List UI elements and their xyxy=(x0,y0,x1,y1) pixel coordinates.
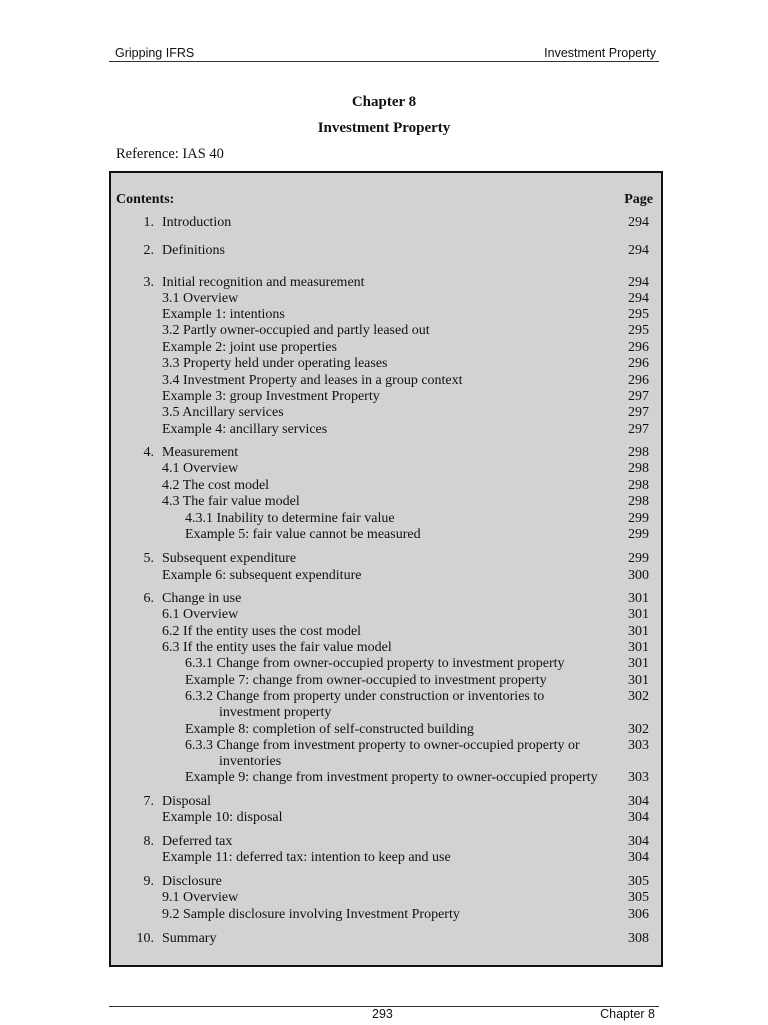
toc-section-number: 4. xyxy=(143,445,154,460)
toc-entry-title: Example 5: fair value cannot be measured xyxy=(185,527,421,542)
toc-entry-title: 4.1 Overview xyxy=(162,461,239,476)
toc-page-number: 296 xyxy=(628,356,649,371)
toc-page-number: 297 xyxy=(628,405,649,420)
toc-page-number: 296 xyxy=(628,340,649,355)
toc-page-number: 295 xyxy=(628,307,649,322)
toc-page-number: 299 xyxy=(628,527,649,542)
toc-entry-title: Example 11: deferred tax: intention to keep and use xyxy=(162,850,451,865)
toc-section-number: 1. xyxy=(143,215,154,230)
reference-line: Reference: IAS 40 xyxy=(116,146,224,162)
toc-page-number: 303 xyxy=(628,738,649,753)
toc-page-number: 294 xyxy=(628,291,649,306)
toc-section-number: 9. xyxy=(143,874,154,889)
toc-page-number: 304 xyxy=(628,810,649,825)
toc-entry-title: Example 6: subsequent expenditure xyxy=(162,568,362,583)
toc-page-number: 297 xyxy=(628,389,649,404)
toc-entry-title: Example 7: change from owner-occupied to investment property xyxy=(185,673,547,688)
toc-section-number: 10. xyxy=(136,931,154,946)
toc-entry-title: 4.3.1 Inability to determine fair value xyxy=(185,511,395,526)
toc-entry-title: Example 9: change from investment property to owner-occupied property xyxy=(185,770,598,785)
toc-page-number: 299 xyxy=(628,551,649,566)
toc-entry-title: 3.2 Partly owner-occupied and partly leased out xyxy=(162,323,430,338)
toc-page-number: 298 xyxy=(628,461,649,476)
chapter-number: Chapter 8 xyxy=(351,94,417,110)
running-footer xyxy=(109,1006,659,1025)
running-header xyxy=(109,45,659,62)
toc-entry-title: 6.3 If the entity uses the fair value model xyxy=(162,640,392,655)
toc-entry-title: investment property xyxy=(219,705,332,720)
toc-page-number: 305 xyxy=(628,890,649,905)
toc-page-number: 300 xyxy=(628,568,649,583)
toc-entry-title: Summary xyxy=(162,931,217,946)
footer-chapter: Chapter 8 xyxy=(600,1007,655,1021)
toc-entry-title: 4.2 The cost model xyxy=(162,478,270,493)
toc-entry-title: Definitions xyxy=(162,243,225,258)
toc-entry-title: 9.2 Sample disclosure involving Investment Property xyxy=(162,907,460,922)
toc-entry-title: Initial recognition and measurement xyxy=(162,275,365,290)
toc-page-number: 301 xyxy=(628,656,649,671)
toc-section-number: 5. xyxy=(143,551,154,566)
toc-entry-title: Example 1: intentions xyxy=(162,307,285,322)
toc-entry-title: 6.1 Overview xyxy=(162,607,239,622)
toc-entry-title: Subsequent expenditure xyxy=(162,551,297,566)
toc-page-number: 296 xyxy=(628,373,649,388)
toc-entry-title: 4.3 The fair value model xyxy=(162,494,300,509)
toc-page-number: 306 xyxy=(628,907,649,922)
toc-page-number: 294 xyxy=(628,243,649,258)
header-book-title: Gripping IFRS xyxy=(115,46,195,60)
toc-page-number: 298 xyxy=(628,445,649,460)
toc-entry-title: Example 10: disposal xyxy=(162,810,283,825)
toc-entry-title: Example 2: joint use properties xyxy=(162,340,337,355)
contents-box xyxy=(109,171,663,967)
toc-entry-title: 6.3.3 Change from investment property to owner-occupied property or xyxy=(185,738,580,753)
toc-page-number: 301 xyxy=(628,591,649,606)
toc-page-number: 301 xyxy=(628,673,649,688)
toc-page-number: 301 xyxy=(628,624,649,639)
toc-entry-title: 6.3.1 Change from owner-occupied property to investment property xyxy=(185,656,565,671)
toc-section-number: 2. xyxy=(143,243,154,258)
toc-entry-title: 3.5 Ancillary services xyxy=(162,405,284,420)
toc-page-number: 298 xyxy=(628,478,649,493)
chapter-title: Investment Property xyxy=(317,120,451,136)
toc-page-number: 301 xyxy=(628,607,649,622)
toc-section-number: 6. xyxy=(143,591,154,606)
toc-page-number: 295 xyxy=(628,323,649,338)
toc-section-number: 3. xyxy=(143,275,154,290)
toc-entry-title: Change in use xyxy=(162,591,242,606)
toc-entry-title: inventories xyxy=(219,754,282,769)
toc-page-number: 301 xyxy=(628,640,649,655)
toc-page-number: 302 xyxy=(628,689,649,704)
toc-page-number: 304 xyxy=(628,794,649,809)
toc-page-number: 297 xyxy=(628,422,649,437)
toc-page-number: 294 xyxy=(628,215,649,230)
toc-entry-title: Measurement xyxy=(162,445,239,460)
toc-page-number: 304 xyxy=(628,850,649,865)
toc-entry-title: Deferred tax xyxy=(162,834,233,849)
toc-entry-title: Example 3: group Investment Property xyxy=(162,389,380,404)
toc-section-number: 7. xyxy=(143,794,154,809)
toc-page-number: 298 xyxy=(628,494,649,509)
toc-page-number: 299 xyxy=(628,511,649,526)
toc-entry-title: 3.1 Overview xyxy=(162,291,239,306)
toc-page-number: 294 xyxy=(628,275,649,290)
toc-entry-title: Introduction xyxy=(162,215,232,230)
toc-page-number: 303 xyxy=(628,770,649,785)
toc-entry-title: 6.2 If the entity uses the cost model xyxy=(162,624,362,639)
toc-entry-title: 3.4 Investment Property and leases in a group context xyxy=(162,373,463,388)
toc-entry-title: 6.3.2 Change from property under construction or inventories to xyxy=(185,689,545,704)
toc-entry-title: Example 8: completion of self-constructed building xyxy=(185,722,474,737)
toc-page-number: 308 xyxy=(628,931,649,946)
toc-page-number: 304 xyxy=(628,834,649,849)
toc-page-number: 305 xyxy=(628,874,649,889)
toc-entry-title: 3.3 Property held under operating leases xyxy=(162,356,388,371)
toc-page-number: 302 xyxy=(628,722,649,737)
toc-entry-title: Disposal xyxy=(162,794,211,809)
toc-entry-title: Example 4: ancillary services xyxy=(162,422,328,437)
header-chapter-title: Investment Property xyxy=(544,46,656,60)
toc-entry-title: 9.1 Overview xyxy=(162,890,239,905)
toc-entry-title: Disclosure xyxy=(162,874,222,889)
page-label: Page xyxy=(624,192,653,207)
footer-page-number: 293 xyxy=(372,1007,393,1021)
toc-section-number: 8. xyxy=(143,834,154,849)
contents-label: Contents: xyxy=(116,192,175,207)
